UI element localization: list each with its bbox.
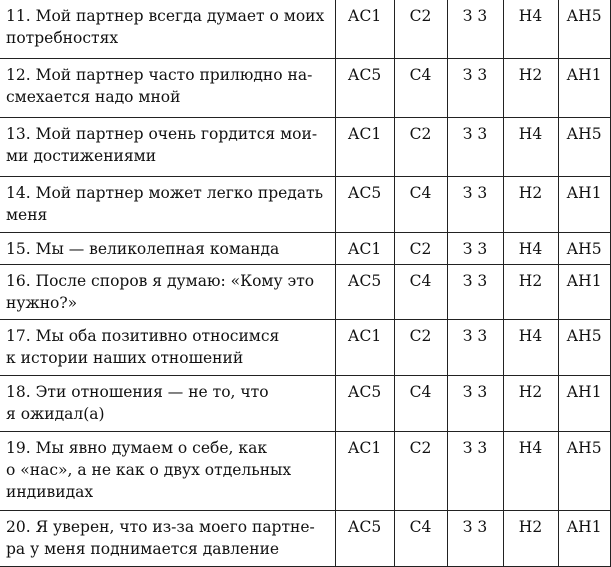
statement-cell [0,117,335,176]
code-cell: З 3 [447,431,503,510]
code-cell: С2 [394,431,447,510]
code-cell: АС5 [335,58,394,117]
code-cell: АС5 [335,176,394,232]
table-row [0,264,610,319]
code-cell: Н4 [503,232,558,264]
code-cell: Н4 [503,0,558,58]
code-cell: АН5 [558,232,610,264]
code-cell: АН5 [558,117,610,176]
statement-cell [0,232,335,264]
table-row [0,176,610,232]
statement-line: 20. Я уверен, что из-за моего партне- [6,517,315,536]
code-cell: АС5 [335,264,394,319]
code-cell: АН5 [558,0,610,58]
statement-cell [0,176,335,232]
code-cell: Н2 [503,375,558,431]
statement-cell [0,431,335,510]
table-row [0,319,610,375]
table-row [0,431,610,510]
table-row [0,375,610,431]
statement-line: 16. После споров я думаю: «Кому это [6,271,315,290]
code-cell: АН1 [558,375,610,431]
code-cell: АН1 [558,510,610,566]
code-cell: АН1 [558,58,610,117]
code-cell: С4 [394,510,447,566]
code-cell: С4 [394,264,447,319]
code-cell: С2 [394,232,447,264]
code-cell: АС1 [335,0,394,58]
code-cell: АС1 [335,319,394,375]
statement-line: ра у меня поднимается давление [6,539,280,558]
statement-line: 15. Мы — великолепная команда [6,239,280,258]
code-cell: Н2 [503,58,558,117]
statement-line: смехается надо мной [6,87,181,106]
code-cell: С2 [394,117,447,176]
statement-line: я ожидал(а) [6,404,105,423]
code-cell: З 3 [447,264,503,319]
statement-line: ми достижениями [6,146,157,165]
statement-cell [0,0,335,58]
statement-line: индивидах [6,482,94,501]
code-cell: З 3 [447,319,503,375]
table-row [0,58,610,117]
statement-cell [0,264,335,319]
code-cell: Н2 [503,510,558,566]
statement-cell [0,510,335,566]
code-cell: АС1 [335,232,394,264]
table-row [0,0,610,58]
statement-line: 14. Мой партнер может легко предать [6,183,324,202]
code-cell: Н2 [503,264,558,319]
code-cell: З 3 [447,0,503,58]
statement-cell [0,375,335,431]
statement-line: 12. Мой партнер часто прилюдно на- [6,65,313,84]
statement-line: меня [6,205,48,224]
code-cell: АС1 [335,431,394,510]
code-cell: С4 [394,176,447,232]
code-cell: З 3 [447,375,503,431]
code-cell: З 3 [447,176,503,232]
table-row [0,117,610,176]
statement-line: о «нас», а не как о двух отдельных [6,460,292,479]
statement-line: нужно?» [6,293,78,312]
statement-cell [0,58,335,117]
code-cell: АС5 [335,375,394,431]
statement-line: 18. Эти отношения — не то, что [6,382,269,401]
code-cell: С4 [394,58,447,117]
statement-line: 13. Мой партнер очень гордится мои- [6,124,318,143]
statement-cell [0,319,335,375]
statement-line: потребностях [6,29,119,47]
code-cell: Н4 [503,431,558,510]
code-cell: АН5 [558,319,610,375]
statement-line: к истории наших отношений [6,348,244,367]
code-cell: АН1 [558,264,610,319]
code-cell: С2 [394,0,447,58]
code-cell: Н4 [503,117,558,176]
code-cell: Н2 [503,176,558,232]
table-row [0,510,610,566]
statement-line: 17. Мы оба позитивно относимся [6,326,280,345]
code-cell: З 3 [447,117,503,176]
code-cell: З 3 [447,58,503,117]
code-cell: С2 [394,319,447,375]
code-cell: АС5 [335,510,394,566]
code-cell: С4 [394,375,447,431]
code-cell: З 3 [447,510,503,566]
statement-line: 11. Мой партнер всегда думает о моих [6,7,325,25]
code-cell: З 3 [447,232,503,264]
code-cell: АН1 [558,176,610,232]
code-cell: Н4 [503,319,558,375]
code-cell: АН5 [558,431,610,510]
table-row [0,232,610,264]
statement-line: 19. Мы явно думаем о себе, как [6,438,268,457]
code-cell: АС1 [335,117,394,176]
